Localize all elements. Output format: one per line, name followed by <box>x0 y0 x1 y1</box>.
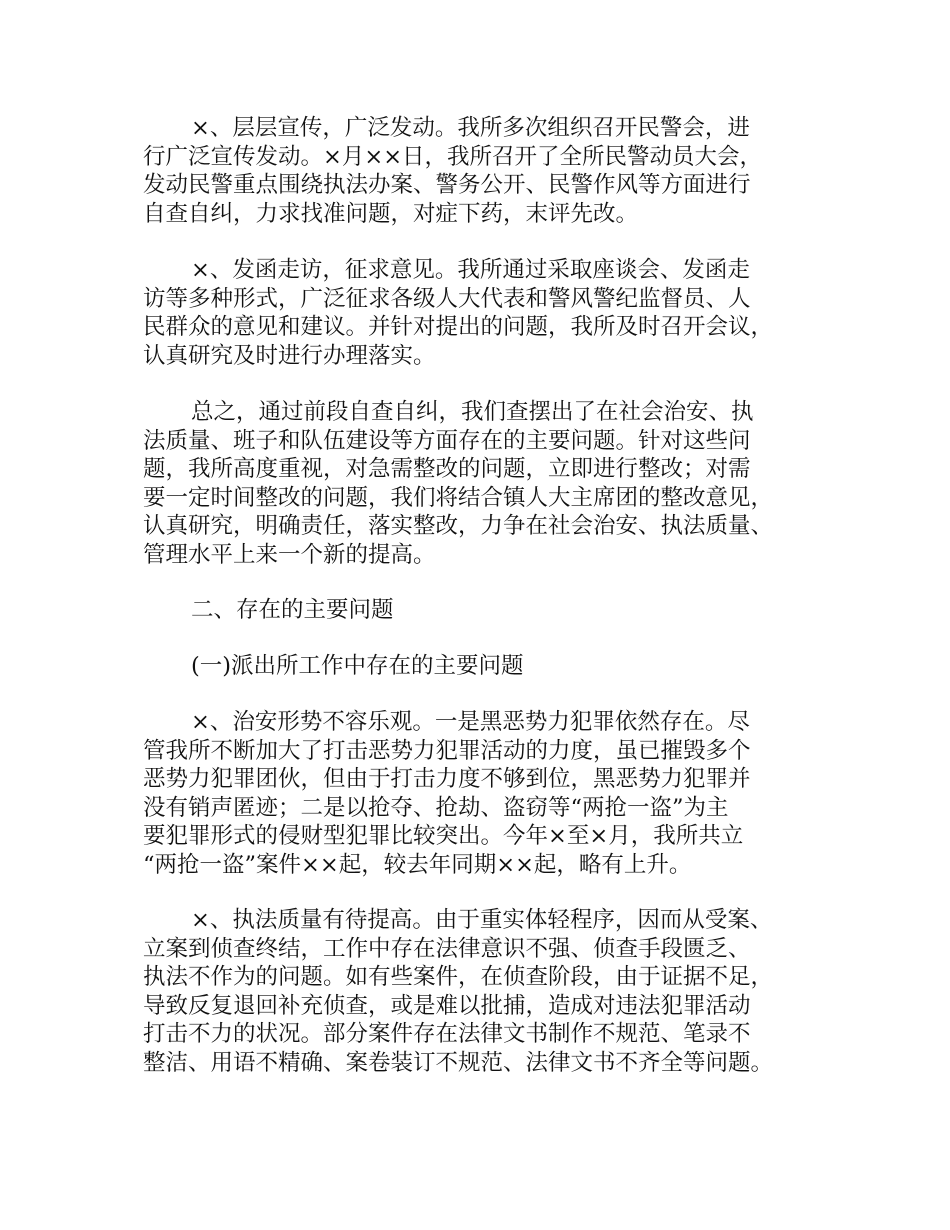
text-line: 行广泛宣传发动。×月××日，我所召开了全所民警动员大会， <box>143 143 763 170</box>
paragraph-law-enforcement <box>143 906 843 1078</box>
heading-line: 二、存在的主要问题 <box>191 597 394 623</box>
text-line: 自查自纠，力求找准问题，对症下药，末评先改。 <box>143 200 639 227</box>
text-line: ×、执法质量有待提高。由于重实体轻程序，因而从受案、 <box>191 907 773 933</box>
heading-line: (一)派出所工作中存在的主要问题 <box>191 653 524 679</box>
text-line: 总之，通过前段自查自纠，我们查摆出了在社会治安、执 <box>191 399 754 425</box>
text-line: 恶势力犯罪团伙，但由于打击力度不够到位，黑恶势力犯罪并 <box>143 766 751 793</box>
text-line: “两抢一盗”案件××起，较去年同期××起，略有上升。 <box>143 851 692 878</box>
text-line: 访等多种形式，广泛征求各级人大代表和警风警纪监督员、人 <box>143 285 751 312</box>
text-line: 管我所不断加大了打击恶势力犯罪活动的力度，虽已摧毁多个 <box>143 737 751 764</box>
paragraph-publicity <box>143 114 843 228</box>
text-line: 发动民警重点围绕执法办案、警务公开、民警作风等方面进行 <box>143 172 751 199</box>
subsection-heading-police-station <box>143 652 843 681</box>
text-line: 导致反复退回补充侦查，或是难以批捕，造成对违法犯罪活动 <box>143 992 751 1019</box>
text-line: 没有销声匿迹；二是以抢夺、抢劫、盗窃等“两抢一盗”为主 <box>143 794 729 821</box>
text-line: 立案到侦查终结，工作中存在法律意识不强、侦查手段匮乏、 <box>143 935 751 962</box>
text-line: ×、层层宣传，广泛发动。我所多次组织召开民警会，进 <box>191 115 750 141</box>
text-line: 民群众的意见和建议。并针对提出的问题，我所及时召开会议， <box>143 314 774 341</box>
text-line: 执法不作为的问题。如有些案件，在侦查阶段，由于证据不足， <box>143 964 774 991</box>
paragraph-public-security <box>143 708 843 880</box>
text-line: 认真研究及时进行办理落实。 <box>143 342 436 369</box>
paragraph-summary <box>143 398 843 570</box>
section-heading-main-problems <box>143 596 843 625</box>
text-line: ×、治安形势不容乐观。一是黑恶势力犯罪依然存在。尽 <box>191 709 750 735</box>
text-line: 认真研究，明确责任，落实整改，力争在社会治安、执法质量、 <box>143 513 774 540</box>
text-line: 法质量、班子和队伍建设等方面存在的主要问题。针对这些问 <box>143 427 751 454</box>
text-line: 打击不力的状况。部分案件存在法律文书制作不规范、笔录不 <box>143 1021 751 1048</box>
text-line: 要犯罪形式的侵财型犯罪比较突出。今年×至×月，我所共立 <box>143 823 744 850</box>
paragraph-visits <box>143 256 843 370</box>
text-line: 题，我所高度重视，对急需整改的问题，立即进行整改；对需 <box>143 456 751 483</box>
text-line: 要一定时间整改的问题，我们将结合镇人大主席团的整改意见， <box>143 484 774 511</box>
text-line: ×、发函走访，征求意见。我所通过采取座谈会、发函走 <box>191 257 750 283</box>
text-line: 管理水平上来一个新的提高。 <box>143 541 436 568</box>
text-line: 整洁、用语不精确、案卷装订不规范、法律文书不齐全等问题。 <box>143 1049 774 1076</box>
